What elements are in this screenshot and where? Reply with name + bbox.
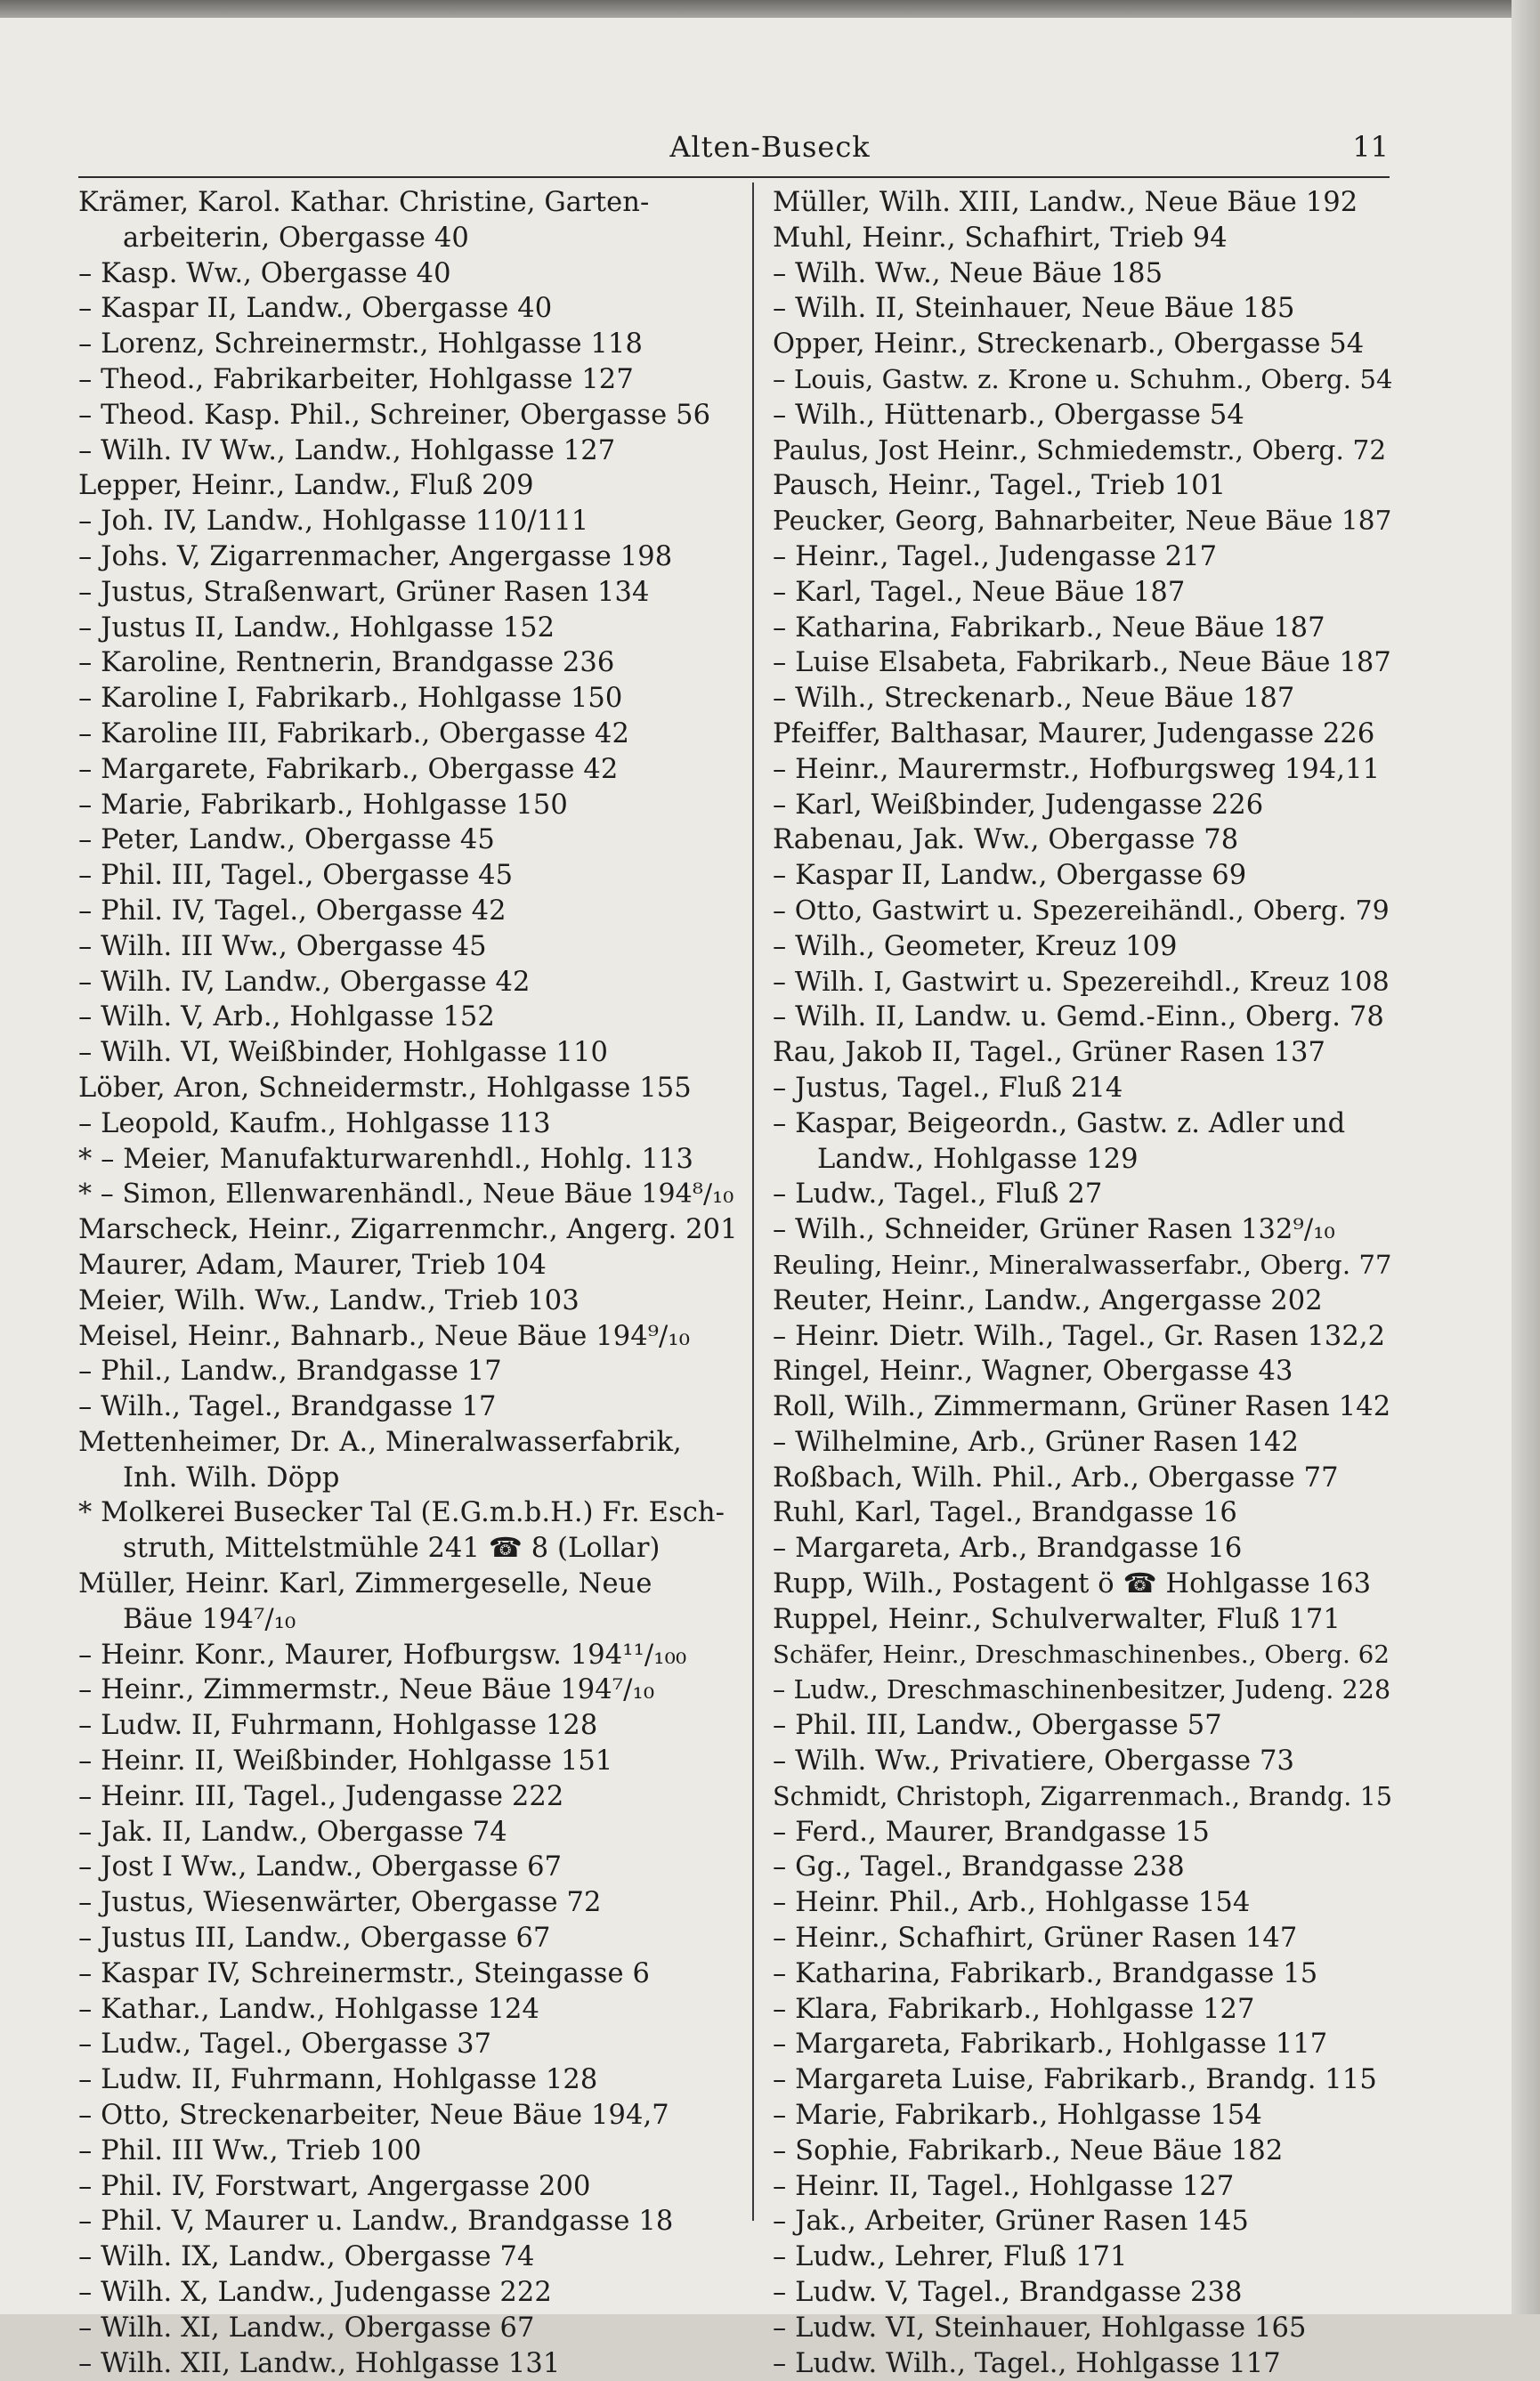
directory-entry: – Sophie, Fabrikarb., Neue Bäue 182 (773, 2134, 1284, 2166)
directory-entry: – Kaspar II, Landw., Obergasse 69 (773, 860, 1247, 892)
directory-entry: – Heinr., Tagel., Judengasse 217 (773, 540, 1218, 572)
directory-entry: – Kaspar, Beigeordn., Gastw. z. Adler und (773, 1107, 1346, 1139)
directory-entry: – Wilh. Ww., Privatiere, Obergasse 73 (773, 1745, 1294, 1778)
directory-entry: – Marie, Fabrikarb., Hohlgasse 154 (773, 2100, 1262, 2132)
directory-entry: – Joh. IV, Landw., Hohlgasse 110/111 (78, 506, 589, 538)
directory-entry: arbeiterin, Obergasse 40 (123, 222, 469, 254)
directory-entry: Roll, Wilh., Zimmermann, Grüner Rasen 142 (773, 1391, 1391, 1423)
directory-entry: Lepper, Heinr., Landw., Fluß 209 (78, 470, 534, 502)
directory-entry: – Karl, Weißbinder, Judengasse 226 (773, 789, 1264, 821)
directory-entry: – Ludw. Wilh., Tagel., Hohlgasse 117 (773, 2347, 1281, 2379)
directory-entry: Paulus, Jost Heinr., Schmiedemstr., Oberg. 72 (773, 434, 1387, 466)
column-divider (752, 182, 754, 2221)
directory-entry: – Theod. Kasp. Phil., Schreiner, Obergasse 56 (78, 399, 711, 431)
directory-entry: – Margareta, Fabrikarb., Hohlgasse 117 (773, 2029, 1328, 2061)
directory-entry: – Wilh., Hüttenarb., Obergasse 54 (773, 399, 1244, 431)
directory-entry: – Karoline III, Fabrikarb., Obergasse 42 (78, 717, 630, 749)
directory-entry: – Ludw., Lehrer, Fluß 171 (773, 2241, 1128, 2273)
directory-entry: Peucker, Georg, Bahnarbeiter, Neue Bäue 187 (773, 506, 1392, 537)
directory-entry: – Wilhelmine, Arb., Grüner Rasen 142 (773, 1426, 1299, 1458)
directory-entry: Rupp, Wilh., Postagent ö ☎ Hohlgasse 163 (773, 1568, 1372, 1600)
directory-entry: – Ferd., Maurer, Brandgasse 15 (773, 1816, 1210, 1848)
directory-entry: – Ludw. II, Fuhrmann, Hohlgasse 128 (78, 1710, 598, 1742)
scan-top-edge (0, 0, 1540, 18)
directory-entry: – Wilh. XI, Landw., Obergasse 67 (78, 2312, 535, 2344)
directory-entry: – Karoline, Rentnerin, Brandgasse 236 (78, 647, 615, 679)
directory-entry: Pfeiffer, Balthasar, Maurer, Judengasse 226 (773, 717, 1375, 749)
directory-entry: – Otto, Streckenarbeiter, Neue Bäue 194,7 (78, 2100, 669, 2132)
directory-entry: – Heinr. II, Weißbinder, Hohlgasse 151 (78, 1745, 613, 1778)
directory-entry: Muhl, Heinr., Schafhirt, Trieb 94 (773, 222, 1228, 254)
directory-entry: Ruhl, Karl, Tagel., Brandgasse 16 (773, 1497, 1237, 1529)
directory-entry: Marscheck, Heinr., Zigarrenmchr., Angerg. 201 (78, 1214, 738, 1246)
directory-entry: Roßbach, Wilh. Phil., Arb., Obergasse 77 (773, 1462, 1339, 1494)
directory-entry: – Wilh., Streckenarb., Neue Bäue 187 (773, 683, 1295, 715)
directory-entry: – Justus, Wiesenwärter, Obergasse 72 (78, 1887, 602, 1919)
directory-entry: – Wilh. V, Arb., Hohlgasse 152 (78, 1001, 495, 1033)
directory-entry: – Heinr. II, Tagel., Hohlgasse 127 (773, 2170, 1235, 2202)
directory-entry: – Peter, Landw., Obergasse 45 (78, 824, 495, 856)
directory-entry: Opper, Heinr., Streckenarb., Obergasse 54 (773, 328, 1365, 360)
scan-right-edge (1512, 0, 1540, 2314)
directory-entry: – Wilh. Ww., Neue Bäue 185 (773, 257, 1163, 289)
directory-entry: – Wilh. IX, Landw., Obergasse 74 (78, 2241, 535, 2273)
directory-entry: – Wilh. II, Steinhauer, Neue Bäue 185 (773, 293, 1295, 325)
page-title: Alten-Buseck (669, 130, 871, 164)
directory-entry: – Justus III, Landw., Obergasse 67 (78, 1923, 551, 1955)
directory-entry: – Heinr. III, Tagel., Judengasse 222 (78, 1780, 564, 1812)
directory-entry: – Ludw. VI, Steinhauer, Hohlgasse 165 (773, 2312, 1307, 2344)
directory-entry: struth, Mittelstmühle 241 ☎ 8 (Lollar) (123, 1533, 661, 1565)
directory-entry: Ruppel, Heinr., Schulverwalter, Fluß 171 (773, 1603, 1341, 1635)
directory-entry: – Wilh. III Ww., Obergasse 45 (78, 930, 487, 962)
directory-entry: – Heinr. Phil., Arb., Hohlgasse 154 (773, 1887, 1251, 1919)
directory-entry: – Kathar., Landw., Hohlgasse 124 (78, 1993, 540, 2025)
directory-entry: – Phil. IV, Tagel., Obergasse 42 (78, 895, 507, 927)
page-number: 11 (1352, 130, 1389, 164)
directory-entry: Landw., Hohlgasse 129 (817, 1143, 1139, 1175)
directory-entry: * – Simon, Ellenwarenhändl., Neue Bäue 194⁸/₁₀ (78, 1178, 734, 1211)
left-column (78, 185, 742, 2381)
directory-entry: – Lorenz, Schreinermstr., Hohlgasse 118 (78, 328, 643, 360)
directory-entry: – Heinr., Maurermstr., Hofburgsweg 194,11 (773, 753, 1381, 785)
directory-entry: – Karoline I, Fabrikarb., Hohlgasse 150 (78, 683, 623, 715)
directory-entry: – Heinr. Konr., Maurer, Hofburgsw. 194¹¹/₁₀₀ (78, 1639, 687, 1671)
directory-entry: – Karl, Tagel., Neue Bäue 187 (773, 576, 1186, 608)
directory-entry: – Ludw., Dreschmaschinenbesitzer, Judeng. 228 (773, 1675, 1391, 1705)
directory-entry: Müller, Heinr. Karl, Zimmergeselle, Neue (78, 1568, 652, 1600)
directory-entry: – Ludw. II, Fuhrmann, Hohlgasse 128 (78, 2064, 598, 2096)
directory-entry: – Ludw., Tagel., Obergasse 37 (78, 2029, 492, 2061)
directory-entry: – Jost I Ww., Landw., Obergasse 67 (78, 1851, 563, 1883)
directory-entry: Mettenheimer, Dr. A., Mineralwasserfabrik, (78, 1426, 682, 1458)
directory-entry: – Phil., Landw., Brandgasse 17 (78, 1356, 502, 1388)
directory-entry: Maurer, Adam, Maurer, Trieb 104 (78, 1249, 547, 1281)
directory-entry: Pausch, Heinr., Tagel., Trieb 101 (773, 470, 1227, 502)
directory-entry: – Phil. IV, Forstwart, Angergasse 200 (78, 2170, 591, 2202)
directory-entry: – Leopold, Kaufm., Hohlgasse 113 (78, 1107, 551, 1139)
directory-entry: – Justus, Tagel., Fluß 214 (773, 1072, 1123, 1104)
directory-entry: – Kaspar IV, Schreinermstr., Steingasse 6 (78, 1957, 650, 1989)
right-column (773, 185, 1396, 2381)
directory-entry: Rau, Jakob II, Tagel., Grüner Rasen 137 (773, 1037, 1325, 1069)
directory-entry: – Justus, Straßenwart, Grüner Rasen 134 (78, 576, 650, 608)
directory-entry: Meier, Wilh. Ww., Landw., Trieb 103 (78, 1284, 580, 1316)
directory-entry: Meisel, Heinr., Bahnarb., Neue Bäue 194⁹/₁₀ (78, 1320, 691, 1352)
directory-entry: – Marie, Fabrikarb., Hohlgasse 150 (78, 789, 568, 821)
directory-entry: – Wilh., Schneider, Grüner Rasen 132⁹/₁₀ (773, 1214, 1335, 1246)
directory-entry: – Wilh. XII, Landw., Hohlgasse 131 (78, 2347, 561, 2379)
directory-entry: – Wilh. VI, Weißbinder, Hohlgasse 110 (78, 1037, 608, 1069)
directory-entry: Ringel, Heinr., Wagner, Obergasse 43 (773, 1356, 1293, 1388)
directory-entry: Inh. Wilh. Döpp (123, 1462, 340, 1494)
directory-entry: – Otto, Gastwirt u. Spezereihändl., Oberg. 79 (773, 895, 1390, 927)
directory-entry: Krämer, Karol. Kathar. Christine, Garten- (78, 187, 650, 218)
directory-entry: Löber, Aron, Schneidermstr., Hohlgasse 155 (78, 1072, 692, 1104)
directory-entry: Müller, Wilh. XIII, Landw., Neue Bäue 192 (773, 187, 1358, 218)
directory-entry: * – Meier, Manufakturwarenhdl., Hohlg. 113 (78, 1143, 693, 1175)
directory-entry: Bäue 194⁷/₁₀ (123, 1603, 296, 1635)
directory-entry: – Phil. III, Landw., Obergasse 57 (773, 1710, 1222, 1742)
directory-entry: – Jak. II, Landw., Obergasse 74 (78, 1816, 507, 1848)
directory-entry: – Ludw. V, Tagel., Brandgasse 238 (773, 2277, 1243, 2309)
directory-entry: – Wilh. IV, Landw., Obergasse 42 (78, 966, 531, 998)
directory-entry: – Theod., Fabrikarbeiter, Hohlgasse 127 (78, 363, 634, 395)
directory-entry: – Justus II, Landw., Hohlgasse 152 (78, 611, 555, 644)
directory-entry: – Heinr. Dietr. Wilh., Tagel., Gr. Rasen 132,2 (773, 1320, 1386, 1352)
directory-entry: Schäfer, Heinr., Dreschmaschinenbes., Oberg. 62 (773, 1640, 1390, 1669)
directory-entry: Rabenau, Jak. Ww., Obergasse 78 (773, 824, 1239, 856)
directory-entry: – Jak., Arbeiter, Grüner Rasen 145 (773, 2206, 1249, 2238)
directory-entry: – Wilh. I, Gastwirt u. Spezereihdl., Kreuz 108 (773, 966, 1390, 998)
directory-entry: – Margareta Luise, Fabrikarb., Brandg. 115 (773, 2064, 1377, 2096)
directory-entry: – Klara, Fabrikarb., Hohlgasse 127 (773, 1993, 1255, 2025)
directory-entry: – Kaspar II, Landw., Obergasse 40 (78, 293, 553, 325)
directory-entry: – Phil. V, Maurer u. Landw., Brandgasse 18 (78, 2206, 674, 2238)
directory-entry: – Johs. V, Zigarrenmacher, Angergasse 198 (78, 540, 673, 572)
directory-entry: * Molkerei Busecker Tal (E.G.m.b.H.) Fr. Esch- (78, 1497, 725, 1529)
directory-entry: – Wilh. IV Ww., Landw., Hohlgasse 127 (78, 434, 616, 466)
directory-entry: Reuter, Heinr., Landw., Angergasse 202 (773, 1284, 1323, 1316)
directory-entry: – Ludw., Tagel., Fluß 27 (773, 1178, 1103, 1211)
directory-entry: – Katharina, Fabrikarb., Brandgasse 15 (773, 1957, 1318, 1989)
directory-entry: – Kasp. Ww., Obergasse 40 (78, 257, 451, 289)
directory-entry: – Louis, Gastw. z. Krone u. Schuhm., Oberg. 54 (773, 363, 1393, 394)
directory-entry: – Wilh., Tagel., Brandgasse 17 (78, 1391, 497, 1423)
directory-entry: – Heinr., Zimmermstr., Neue Bäue 194⁷/₁₀ (78, 1674, 655, 1706)
header-rule (78, 176, 1390, 178)
directory-entry: – Gg., Tagel., Brandgasse 238 (773, 1851, 1185, 1883)
directory-entry: – Heinr., Schafhirt, Grüner Rasen 147 (773, 1923, 1298, 1955)
directory-entry: – Wilh. X, Landw., Judengasse 222 (78, 2277, 552, 2309)
directory-entry: – Katharina, Fabrikarb., Neue Bäue 187 (773, 611, 1325, 644)
directory-entry: – Margareta, Arb., Brandgasse 16 (773, 1533, 1243, 1565)
directory-entry: – Phil. III Ww., Trieb 100 (78, 2134, 422, 2166)
directory-entry: Schmidt, Christoph, Zigarrenmach., Brandg. 15 (773, 1781, 1393, 1811)
directory-entry: – Phil. III, Tagel., Obergasse 45 (78, 860, 514, 892)
directory-entry: – Luise Elsabeta, Fabrikarb., Neue Bäue 187 (773, 647, 1391, 679)
directory-entry: – Wilh., Geometer, Kreuz 109 (773, 930, 1178, 962)
directory-entry: Reuling, Heinr., Mineralwasserfabr., Oberg. 77 (773, 1249, 1392, 1280)
directory-entry: – Margarete, Fabrikarb., Obergasse 42 (78, 753, 619, 785)
directory-entry: – Wilh. II, Landw. u. Gemd.-Einn., Oberg. 78 (773, 1001, 1384, 1033)
